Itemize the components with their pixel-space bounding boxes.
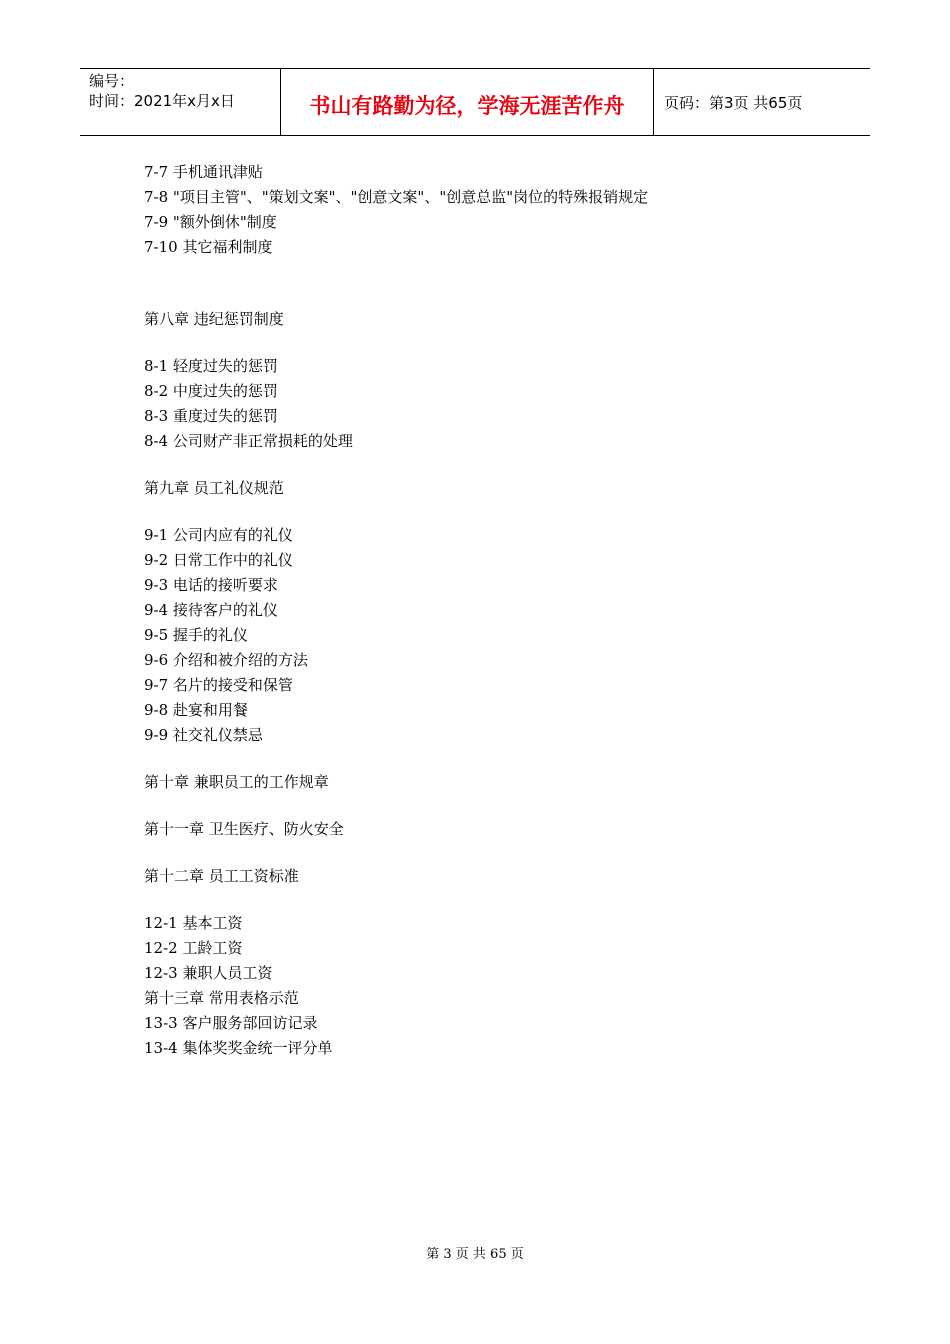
toc-entry: 9-7 名片的接受和保管: [144, 676, 293, 694]
toc-entry: 7-8 "项目主管"、"策划文案"、"创意文案"、"创意总监"岗位的特殊报销规定: [144, 188, 649, 206]
toc-entry: 8-4 公司财产非正常损耗的处理: [144, 432, 353, 450]
toc-entry: 13-4 集体奖奖金统一评分单: [144, 1039, 333, 1057]
toc-entry: 13-3 客户服务部回访记录: [144, 1014, 318, 1032]
toc-entry: 9-1 公司内应有的礼仪: [144, 526, 293, 544]
toc-chapter-heading: 第八章 违纪惩罚制度: [144, 310, 284, 328]
header-meta-cell: [80, 69, 281, 135]
toc-entry: 8-3 重度过失的惩罚: [144, 407, 278, 425]
toc-entry: 7-10 其它福利制度: [144, 238, 273, 256]
page-footer: [0, 1245, 950, 1265]
page-header: [80, 68, 870, 136]
toc-entry: 12-1 基本工资: [144, 914, 243, 932]
header-motto: 书山有路勤为径，学海无涯苦作舟: [309, 94, 625, 118]
toc-entry: 12-3 兼职人员工资: [144, 964, 273, 982]
toc-entry: 9-8 赴宴和用餐: [144, 701, 248, 719]
toc-chapter-heading: 第十一章 卫生医疗、防火安全: [144, 820, 344, 838]
header-page-cell: [654, 69, 870, 135]
toc-entry: 9-4 接待客户的礼仪: [144, 601, 278, 619]
toc-entry: 9-2 日常工作中的礼仪: [144, 551, 293, 569]
document-number-label: 编号：: [89, 72, 135, 90]
toc-entry: 8-1 轻度过失的惩罚: [144, 357, 278, 375]
document-date: 时间：2021年x月x日: [89, 92, 235, 110]
toc-entry: 7-9 "额外倒休"制度: [144, 213, 277, 231]
toc-entry: 9-3 电话的接听要求: [144, 576, 278, 594]
footer-page-number: 第 3 页 共 65 页: [426, 1247, 524, 1262]
toc-entry: 8-2 中度过失的惩罚: [144, 382, 278, 400]
table-of-contents: [144, 160, 844, 1061]
toc-entry: 9-9 社交礼仪禁忌: [144, 726, 263, 744]
toc-entry: 9-5 握手的礼仪: [144, 626, 248, 644]
header-page-info: 页码：第3页 共65页: [664, 93, 803, 112]
header-motto-cell: [281, 69, 654, 135]
toc-chapter-heading: 第十章 兼职员工的工作规章: [144, 773, 329, 791]
toc-entry: 9-6 介绍和被介绍的方法: [144, 651, 308, 669]
toc-chapter-heading: 第九章 员工礼仪规范: [144, 479, 284, 497]
toc-chapter-heading: 第十二章 员工工资标准: [144, 867, 299, 885]
toc-chapter-heading: 第十三章 常用表格示范: [144, 989, 299, 1007]
toc-entry: 12-2 工龄工资: [144, 939, 243, 957]
toc-entry: 7-7 手机通讯津贴: [144, 163, 263, 181]
